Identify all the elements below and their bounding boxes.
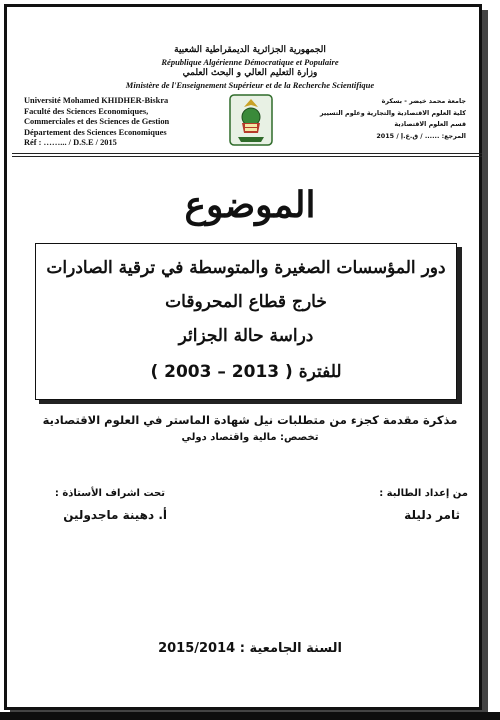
subject-heading: الموضوع [184, 184, 316, 226]
university-name-ar: جامعة محمد خيضر - بسكرة [381, 97, 466, 105]
department-name-ar: قسم العلوم الاقتصادية [394, 120, 466, 128]
specialization: تخصص: مالية واقتصاد دولي [181, 432, 319, 443]
supervisor-name: أ. دهينة ماجدولين [63, 508, 167, 522]
page-bottom-bar [0, 712, 500, 720]
period-range: ( 2003 – 2013 ) [150, 362, 293, 382]
title-line-3: دراسة حالة الجزائر [178, 326, 314, 346]
thesis-description: مذكرة مقدمة كجزء من متطلبات نيل شهادة الماستر في العلوم الاقتصادية [42, 413, 458, 427]
reference-number: Réf : ……... / D.S.E / 2015 [24, 138, 117, 148]
supervisor-label: تحت اشراف الأستاذة : [54, 488, 165, 499]
university-name: Université Mohamed KHIDHER-Biskra [24, 96, 169, 105]
period-label: للفترة [298, 362, 342, 382]
department-name: Département des Sciences Economiques [24, 127, 167, 137]
title-line-1: دور المؤسسات الصغيرة والمتوسطة في ترقية الصادرات [46, 258, 446, 278]
title-box-shadow [39, 400, 462, 404]
faculty-name-cont: Commerciales et des Sciences de Gestion [24, 117, 170, 127]
university-logo [228, 93, 274, 147]
institution-arabic-block [306, 96, 466, 142]
republic-french: République Algérienne Démocratique et Populaire [161, 57, 339, 67]
title-box-shadow [457, 247, 462, 404]
title-line-2: خارج قطاع المحروقات [165, 292, 327, 312]
reference-number-ar: المرجع: ...... / ق.ع.إ / 2015 [376, 131, 466, 140]
academic-year-value: 2015/2014 [158, 641, 236, 656]
faculty-name: Faculté des Sciences Economiques, [24, 106, 149, 116]
header-separator [12, 153, 482, 154]
faculty-name-ar: كلية العلوم الاقتصادية والتجارية وعلوم التسيير [319, 108, 466, 117]
ministry-french: Ministère de l'Enseignement Supérieur et de la Recherche Scientifique [125, 80, 375, 90]
page-border-shadow [482, 10, 488, 713]
student-name: ثامر دليلة [404, 508, 460, 522]
academic-year [0, 641, 500, 656]
institution-french-block [24, 96, 234, 149]
ministry-arabic: وزارة التعليم العالي و البحث العلمي [182, 68, 318, 78]
academic-year-label: السنة الجامعية : [239, 641, 342, 656]
title-line-4 [35, 362, 457, 382]
republic-arabic: الجمهورية الجزائرية الديمقراطية الشعبية [174, 45, 326, 55]
student-label: من إعداد الطالبة : [379, 488, 468, 499]
header-separator [12, 156, 482, 157]
